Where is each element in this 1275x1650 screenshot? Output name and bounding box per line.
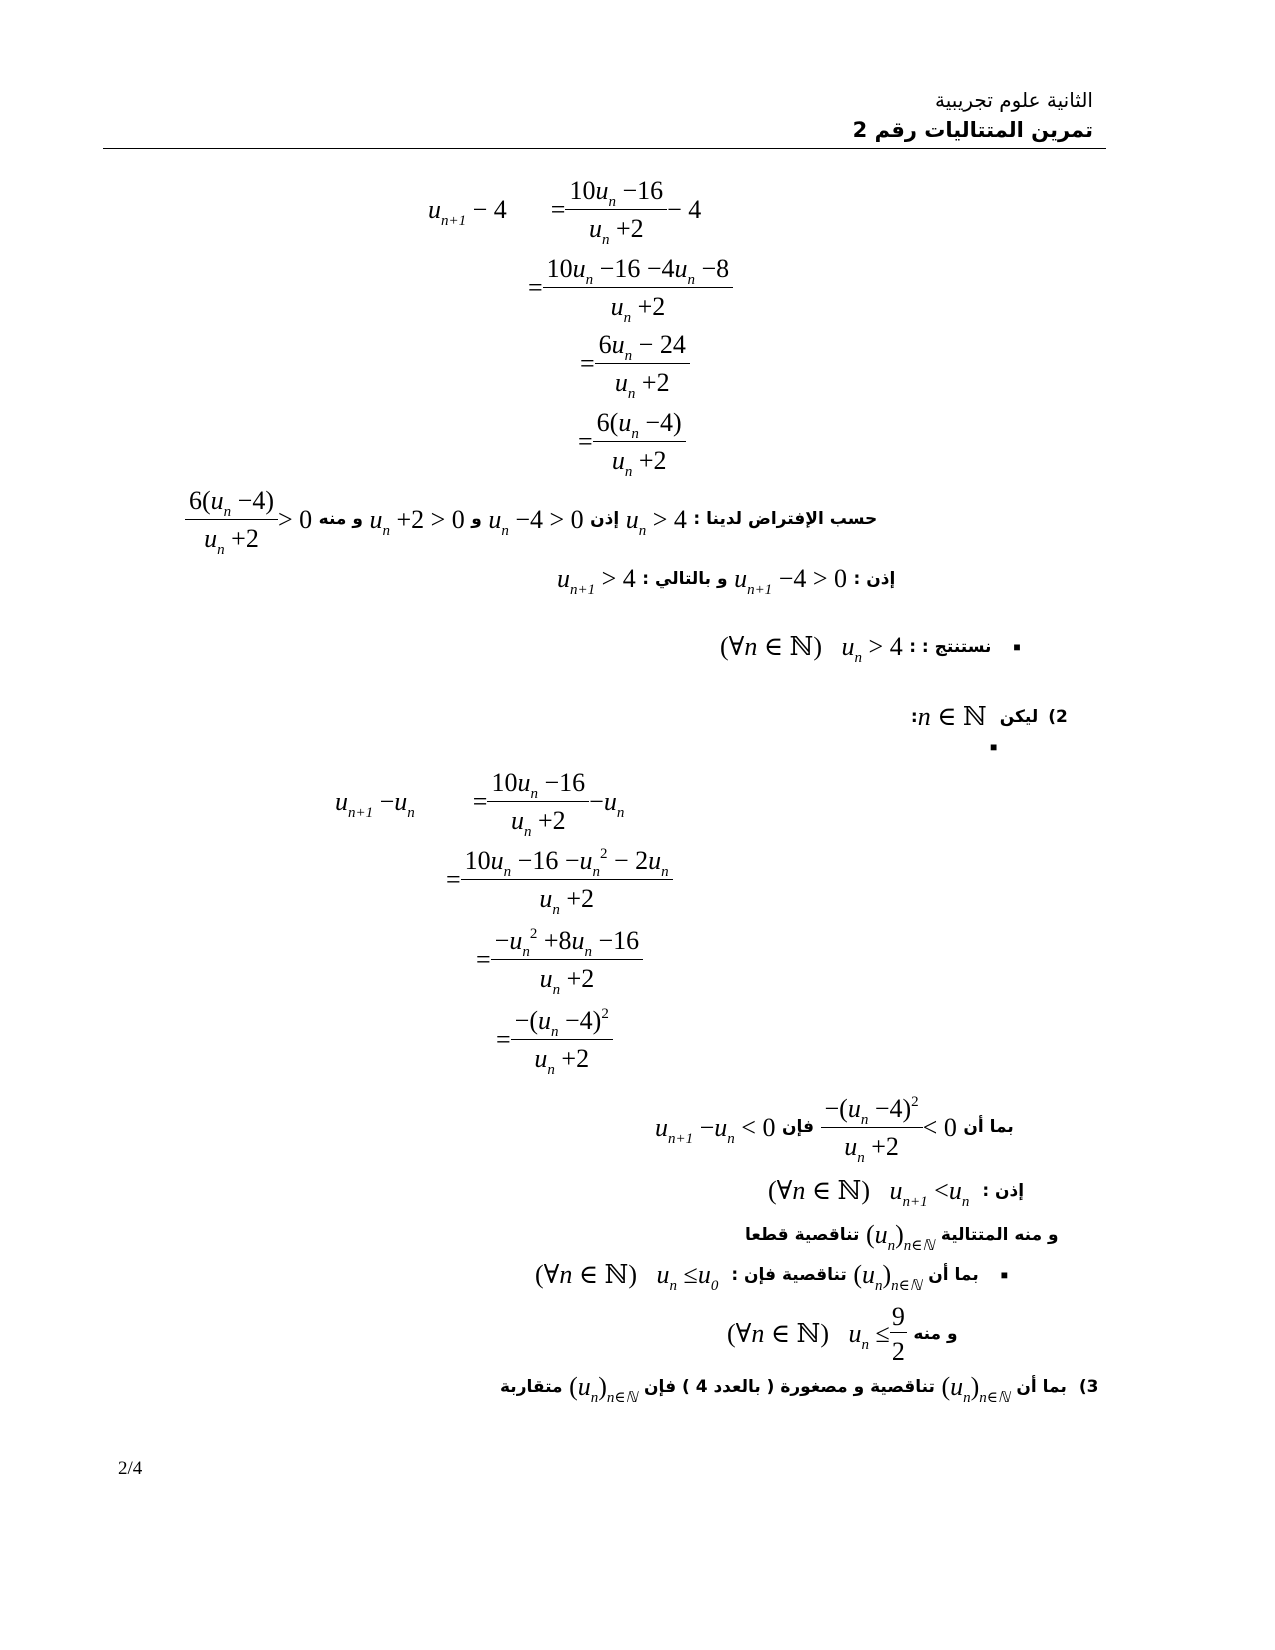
and-therefore-label: و بالتالي : bbox=[642, 568, 728, 589]
eq1-line1: $u_{n+1} - 4$ = $\frac{10u_n -16}{u_n +2}$ − 4 bbox=[428, 176, 702, 248]
hence-bound-label: و منه bbox=[913, 1323, 958, 1344]
page-title: تمرين المتتاليات رقم 2 bbox=[852, 118, 1093, 142]
bullet-icon: ■ bbox=[1013, 639, 1021, 654]
conclusion-line: (∀n ∈ ℕ) $u_n > 4$ نستنتج : : ■ bbox=[720, 632, 1021, 666]
hence-label: و منه bbox=[318, 509, 363, 530]
part3-since-label: بما أن bbox=[1016, 1376, 1067, 1397]
part2-heading: : n ∈ ℕ ليكن 2) bbox=[905, 702, 1068, 731]
bullet-icon: ■ bbox=[990, 740, 998, 754]
part3-middle-label: تناقصية و مصغورة ( بالعدد 4 ) فإن bbox=[644, 1376, 935, 1397]
and-label: و bbox=[471, 509, 482, 530]
header-divider bbox=[103, 148, 1106, 149]
hypothesis-intro: حسب الإفتراض لدينا : bbox=[693, 509, 878, 530]
part2-let: ليكن bbox=[999, 706, 1039, 727]
eq2-line4: = $\frac{-(u_n -4)^2}{u_n +2}$ bbox=[496, 1006, 613, 1074]
hypothesis-line: $\frac{6(u_n -4)}{u_n +2}$ > 0 و منه $u_n +2 > 0$ و $u_n -4 > 0$ إذن $u_n > 4$ حسب الإفتراض لدينا : bbox=[185, 486, 877, 554]
since-line: $u_{n+1} -u_n < 0$ فإن $\frac{-(u_n -4)^2}{u_n +2}$ < 0 بما أن bbox=[655, 1094, 1014, 1166]
decreasing-then-label: تناقصية فإن : bbox=[731, 1264, 847, 1285]
bound-value-line: (∀n ∈ ℕ) $u_n$ ≤ $\frac{9}{2}$ و منه bbox=[727, 1302, 958, 1366]
part3-number: 3) bbox=[1078, 1376, 1099, 1397]
part3-end-label: متقاربة bbox=[500, 1376, 563, 1397]
since-seq-label: بما أن bbox=[928, 1264, 979, 1285]
part3-line: متقاربة $(u_n)_{n\in ℕ}$ تناقصية و مصغورة ( بالعدد 4 ) فإن $(u_n)_{n\in ℕ}$ بما أن 3) bbox=[500, 1372, 1099, 1406]
then-colon-label: إذن : bbox=[853, 568, 896, 589]
since-label: بما أن bbox=[963, 1117, 1014, 1138]
then-fa-label: فإن bbox=[781, 1117, 814, 1138]
bound-line: (∀n ∈ ℕ) $u_n \le u_0$ تناقصية فإن : $(u_n)_{n\in ℕ}$ بما أن ■ bbox=[535, 1260, 1008, 1294]
strict-decreasing-line: تناقصية قطعا $(u_n)_{n\in ℕ}$ و منه المتتالية bbox=[745, 1220, 1059, 1254]
eq2-line1: $u_{n+1} -u_n$ = $\frac{10u_n -16}{u_n +2}$ $-u_n$ bbox=[335, 768, 625, 840]
level-label: الثانية علوم تجريبية bbox=[935, 88, 1093, 112]
conclude-label: نستنتج : : bbox=[909, 636, 992, 657]
bullet-icon: ■ bbox=[1000, 1267, 1008, 1282]
part2-number: 2) bbox=[1048, 706, 1068, 727]
then-colon-label-2: إذن : bbox=[982, 1180, 1025, 1201]
eq2-line3: = $\frac{-u_n^2 +8u_n -16}{u_n +2}$ bbox=[476, 926, 643, 994]
eq1-line2: = $\frac{10u_n -16 -4u_n -8}{u_n +2}$ bbox=[528, 254, 733, 322]
therefore-line: $u_{n+1} > 4$ و بالتالي : $u_{n+1} -4 > 0$ إذن : bbox=[557, 564, 896, 598]
decreasing-strict-label: تناقصية قطعا bbox=[745, 1224, 860, 1245]
page-number: 2/4 bbox=[118, 1458, 143, 1479]
eq1-line3: = $\frac{6u_n - 24}{u_n +2}$ bbox=[580, 330, 690, 398]
hence-seq-label: و منه المتتالية bbox=[940, 1224, 1059, 1245]
then-label: إذن bbox=[590, 509, 620, 530]
eq2-line2: = $\frac{10u_n -16 -u_n^2 - 2u_n}{u_n +2}$ bbox=[446, 846, 673, 914]
eq1-line4: = $\frac{6(u_n -4)}{u_n +2}$ bbox=[578, 408, 686, 476]
then-decreasing-line: (∀n ∈ ℕ) $u_{n+1} <u_n$ إذن : bbox=[768, 1176, 1025, 1210]
